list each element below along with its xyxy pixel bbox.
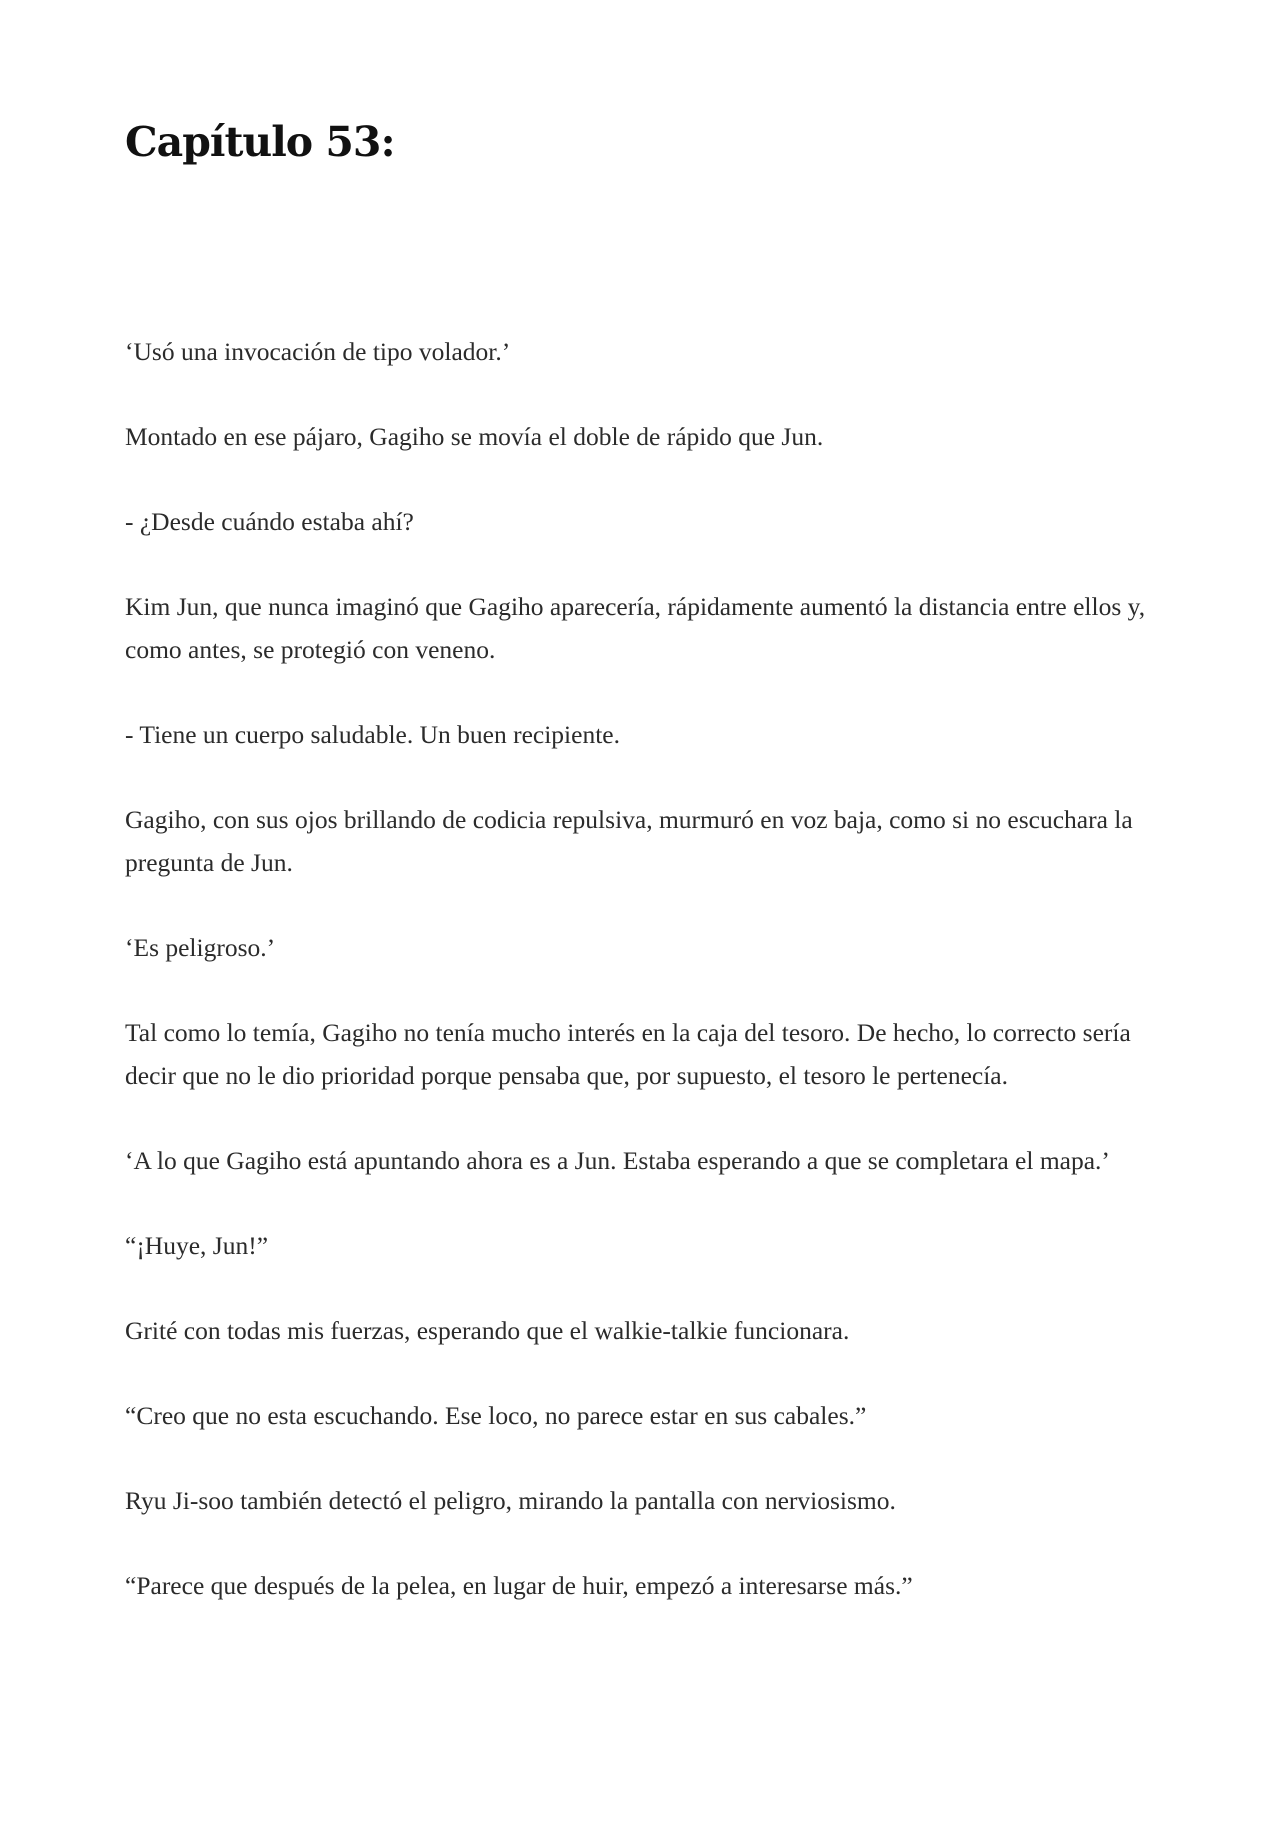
paragraph: - ¿Desde cuándo estaba ahí? (125, 507, 414, 536)
paragraph: “¡Huye, Jun!” (125, 1231, 269, 1260)
paragraph: Gagiho, con sus ojos brillando de codicia repulsiva, murmuró en voz baja, como si no escuchara la pregunta de Jun. (125, 805, 1133, 877)
paragraph: Kim Jun, que nunca imaginó que Gagiho aparecería, rápidamente aumentó la distancia entre ellos y, como antes, se protegió con veneno. (125, 592, 1146, 664)
chapter-body (125, 330, 1165, 1649)
paragraph: Grité con todas mis fuerzas, esperando que el walkie-talkie funcionara. (125, 1316, 850, 1345)
paragraph: ‘A lo que Gagiho está apuntando ahora es a Jun. Estaba esperando a que se completara el mapa.’ (125, 1146, 1110, 1175)
paragraph: “Creo que no esta escuchando. Ese loco, no parece estar en sus cabales.” (125, 1401, 867, 1430)
paragraph: Montado en ese pájaro, Gagiho se movía el doble de rápido que Jun. (125, 422, 824, 451)
paragraph: Tal como lo temía, Gagiho no tenía mucho interés en la caja del tesoro. De hecho, lo correcto sería decir que no le dio prioridad porque pensaba que, por supuesto, el tesoro le pertenecía. (125, 1018, 1131, 1090)
paragraph: “Parece que después de la pelea, en lugar de huir, empezó a interesarse más.” (125, 1571, 913, 1600)
chapter-title: Capítulo 53: (125, 118, 395, 166)
paragraph: ‘Es peligroso.’ (125, 933, 276, 962)
paragraph: ‘Usó una invocación de tipo volador.’ (125, 337, 511, 366)
paragraph: - Tiene un cuerpo saludable. Un buen recipiente. (125, 720, 620, 749)
paragraph: Ryu Ji-soo también detectó el peligro, mirando la pantalla con nerviosismo. (125, 1486, 896, 1515)
